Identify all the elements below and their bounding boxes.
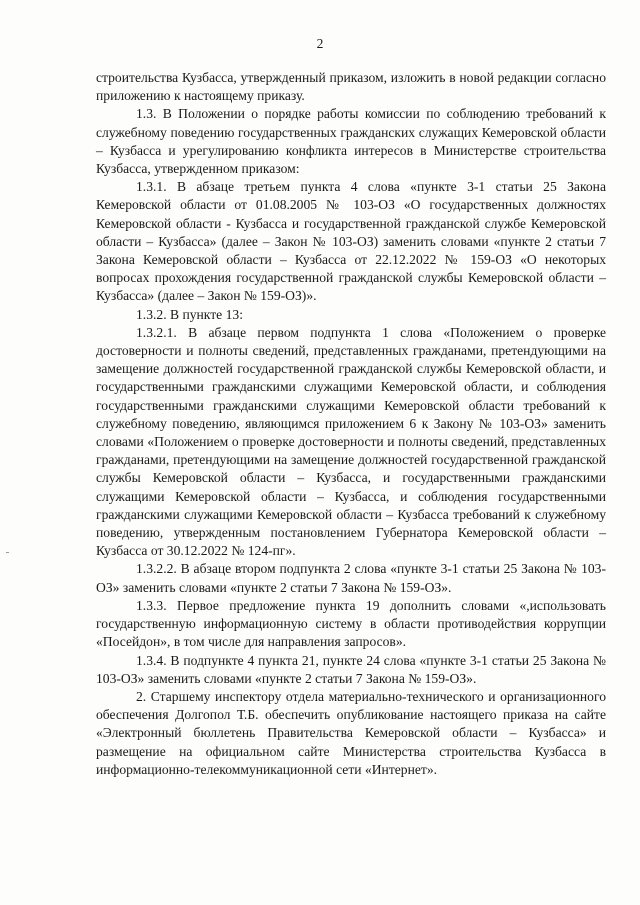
- document-body: [96, 69, 606, 779]
- paragraph-continuation: строительства Кузбасса, утвержденный приказом, изложить в новой редакции согласно приложению к настоящему приказу.: [96, 70, 606, 104]
- paragraph-1-3-1: 1.3.1. В абзаце третьем пункта 4 слова «пункте 3-1 статьи 25 Закона Кемеровской области от 01.08.2005 № 103-ОЗ «О государственных должностях Кемеровской области - Кузбасса и государственной гражданской службе Кемеровской области – Кузбасса» (далее – Закон № 103-ОЗ) заменить словами «пункте 2 статьи 7 Закона Кемеровской области – Кузбасса от 22.12.2022 № 159-ОЗ «О некоторых вопросах прохождения государственной гражданской службы Кемеровской области – Кузбасса» (далее – Закон № 159-ОЗ)».: [96, 179, 606, 304]
- paragraph-1-3-2-2: 1.3.2.2. В абзаце втором подпункта 2 слова «пункте 3-1 статьи 25 Закона № 103-ОЗ» заменить словами «пункте 2 статьи 7 Закона № 159-ОЗ».: [96, 561, 606, 595]
- paragraph-1-3-3: 1.3.3. Первое предложение пункта 19 дополнить словами «,использовать государственную информационную систему в области противодействия коррупции «Посейдон», в том числе для направления запросов».: [96, 597, 606, 650]
- paragraph-1-3: 1.3. В Положении о порядке работы комиссии по соблюдению требований к служебному поведению государственных гражданских служащих Кемеровской области – Кузбасса и урегулированию конфликта интересов в Министерстве строительства Кузбасса, утвержденном приказом:: [96, 106, 606, 177]
- paragraph-1-3-2-1: 1.3.2.1. В абзаце первом подпункта 1 слова «Положением о проверке достоверности и полноты сведений, представленных гражданами, претендующими на замещение должностей государственной гражданской службы Кемеровской области, и государственными гражданскими служащими Кемеровской области, и соблюдения государственными гражданскими служащими Кемеровской области требований к служебному поведению, являющимся приложением 6 к Закону № 103-ОЗ» заменить словами «Положением о проверке достоверности и полноты сведений, представленных гражданами, претендующими на замещение должностей государственной гражданской службы Кемеровской области – Кузбасса, и государственными гражданскими служащими Кемеровской области – Кузбасса, и соблюдения государственными гражданскими служащими Кемеровской области – Кузбасса требований к служебному поведению, утвержденным постановлением Губернатора Кемеровской области – Кузбасса от 30.12.2022 № 124-пг».: [96, 324, 606, 559]
- paragraph-2: 2. Старшему инспектору отдела материально-технического и организационного обеспечения Долгопол Т.Б. обеспечить опубликование настоящего приказа на сайте «Электронный бюллетень Правительства Кемеровской области – Кузбасса» и размещение на официальном сайте Министерства строительства Кузбасса в информационно-телекоммуникационной сети «Интернет».: [96, 688, 606, 777]
- paragraph-1-3-4: 1.3.4. В подпункте 4 пункта 21, пункте 24 слова «пункте 3-1 статьи 25 Закона № 103-ОЗ» заменить словами «пункте 2 статьи 7 Закона № 159-ОЗ».: [96, 652, 606, 686]
- page-number: 2: [316, 36, 324, 51]
- scan-margin-mark: [6, 552, 9, 553]
- paragraph-1-3-2: 1.3.2. В пункте 13:: [136, 306, 243, 322]
